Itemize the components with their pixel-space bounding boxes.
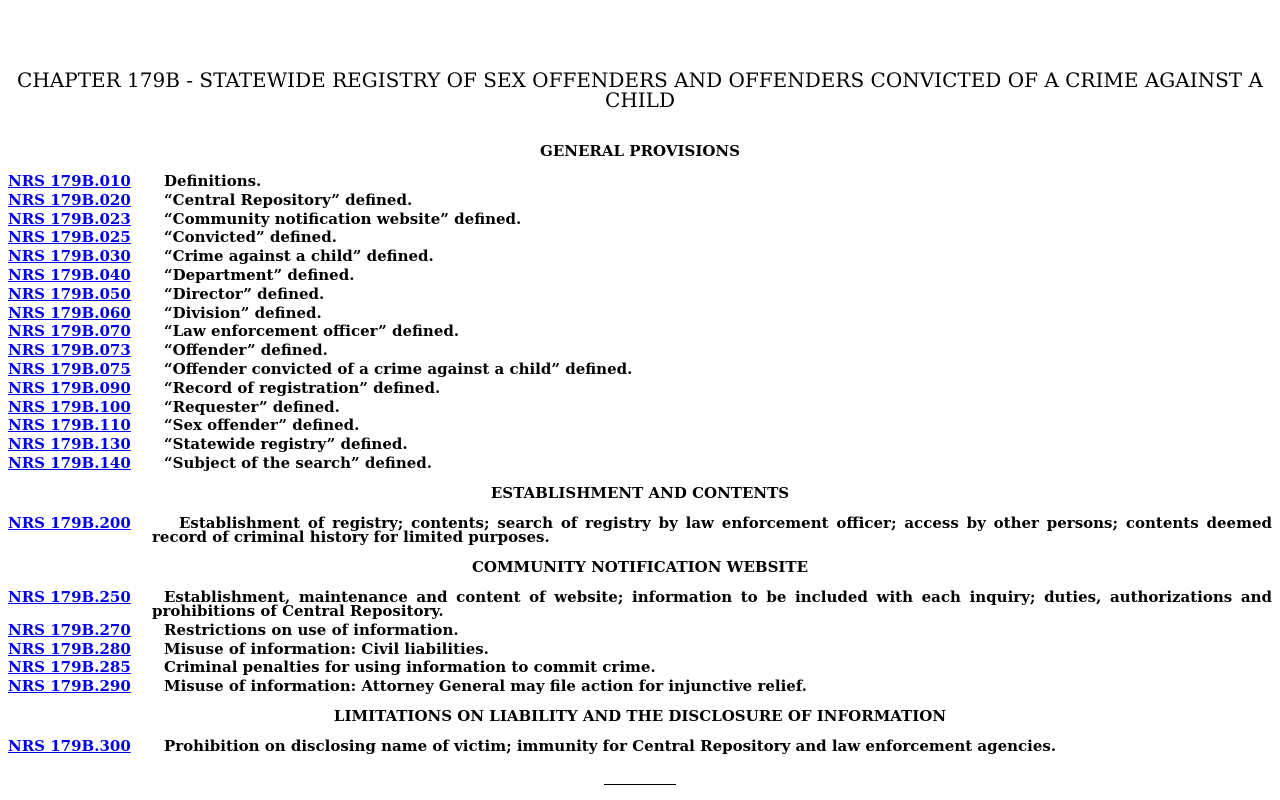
section-link[interactable]: NRS 179B.075 [8,360,131,378]
section-description: “Offender” defined. [164,341,328,359]
section-link[interactable]: NRS 179B.025 [8,228,131,246]
section-description: “Record of registration” defined. [164,379,441,397]
section-heading-general-provisions: GENERAL PROVISIONS [540,142,740,160]
section-description: “Division” defined. [164,304,322,322]
toc-entry [8,306,1272,320]
toc-entry [8,268,1272,282]
toc-entry [8,660,1272,674]
section-heading-limitations-on-liability: LIMITATIONS ON LIABILITY AND THE DISCLOSURE OF INFORMATION [333,707,947,725]
section-description: Prohibition on disclosing name of victim; immunity for Central Repository and law enforcement agencies. [164,737,1057,755]
section-link[interactable]: NRS 179B.280 [8,640,131,658]
section-heading-establishment-and-contents: ESTABLISHMENT AND CONTENTS [490,484,790,502]
section-description: Restrictions on use of information. [164,621,459,639]
section-link[interactable]: NRS 179B.073 [8,341,131,359]
toc-entry [8,212,1272,226]
toc-entry [8,679,1272,693]
section-link[interactable]: NRS 179B.030 [8,247,131,265]
toc-entry [8,381,1272,395]
section-link[interactable]: NRS 179B.300 [8,737,131,755]
section-link[interactable]: NRS 179B.200 [8,514,131,532]
section-link[interactable]: NRS 179B.130 [8,435,131,453]
section-description: “Offender convicted of a crime against a child” defined. [164,360,633,378]
toc-entry [8,623,1272,637]
section-link[interactable]: NRS 179B.110 [8,416,131,434]
section-description: “Crime against a child” defined. [164,247,434,265]
horizontal-rule [604,784,676,785]
section-description: Establishment of registry; contents; search of registry by law enforcement officer; access by other persons; contents deemed record of criminal history for limited purposes. [152,514,1272,546]
section-description: “Convicted” defined. [164,228,337,246]
section-link[interactable]: NRS 179B.050 [8,285,131,303]
section-link[interactable]: NRS 179B.040 [8,266,131,284]
toc-entry [8,362,1272,376]
toc-entry [8,343,1272,357]
section-heading-community-notification-website: COMMUNITY NOTIFICATION WEBSITE [471,558,809,576]
section-link[interactable]: NRS 179B.250 [8,588,131,606]
section-description: “Subject of the search” defined. [164,454,432,472]
toc-entry [8,249,1272,263]
toc-entry [8,739,1272,753]
toc-entry [8,174,1272,188]
toc-entry [8,456,1272,470]
chapter-title: CHAPTER 179B - STATEWIDE REGISTRY OF SEX OFFENDERS AND OFFENDERS CONVICTED OF A CRIME AGAINST A CHILD [17,68,1263,112]
section-description: “Director” defined. [164,285,325,303]
toc-entry [8,193,1272,207]
section-description: Misuse of information: Attorney General may file action for injunctive relief. [164,677,807,695]
section-link[interactable]: NRS 179B.090 [8,379,131,397]
section-link[interactable]: NRS 179B.060 [8,304,131,322]
section-link[interactable]: NRS 179B.140 [8,454,131,472]
toc-entry [8,400,1272,414]
section-link[interactable]: NRS 179B.020 [8,191,131,209]
toc-entry [8,590,1272,618]
section-description: “Statewide registry” defined. [164,435,408,453]
section-link[interactable]: NRS 179B.010 [8,172,131,190]
section-link[interactable]: NRS 179B.100 [8,398,131,416]
section-description: “Requester” defined. [164,398,340,416]
section-description: “Community notification website” defined. [164,210,522,228]
toc-entry [8,418,1272,432]
section-description: Definitions. [164,172,262,190]
section-description: Criminal penalties for using information to commit crime. [164,658,656,676]
section-description: “Sex offender” defined. [164,416,360,434]
section-link[interactable]: NRS 179B.070 [8,322,131,340]
toc-entry [8,437,1272,451]
section-description: Misuse of information: Civil liabilities. [164,640,489,658]
section-description: Establishment, maintenance and content of website; information to be included with each inquiry; duties, authorizations and prohibitions of Central Repository. [152,588,1272,620]
section-link[interactable]: NRS 179B.270 [8,621,131,639]
toc-entry [8,642,1272,656]
toc-entry [8,516,1272,544]
section-description: “Central Repository” defined. [164,191,413,209]
toc-entry [8,230,1272,244]
section-link[interactable]: NRS 179B.285 [8,658,131,676]
section-description: “Department” defined. [164,266,355,284]
section-link[interactable]: NRS 179B.290 [8,677,131,695]
section-description: “Law enforcement officer” defined. [164,322,460,340]
toc-entry [8,324,1272,338]
toc-entry [8,287,1272,301]
section-link[interactable]: NRS 179B.023 [8,210,131,228]
